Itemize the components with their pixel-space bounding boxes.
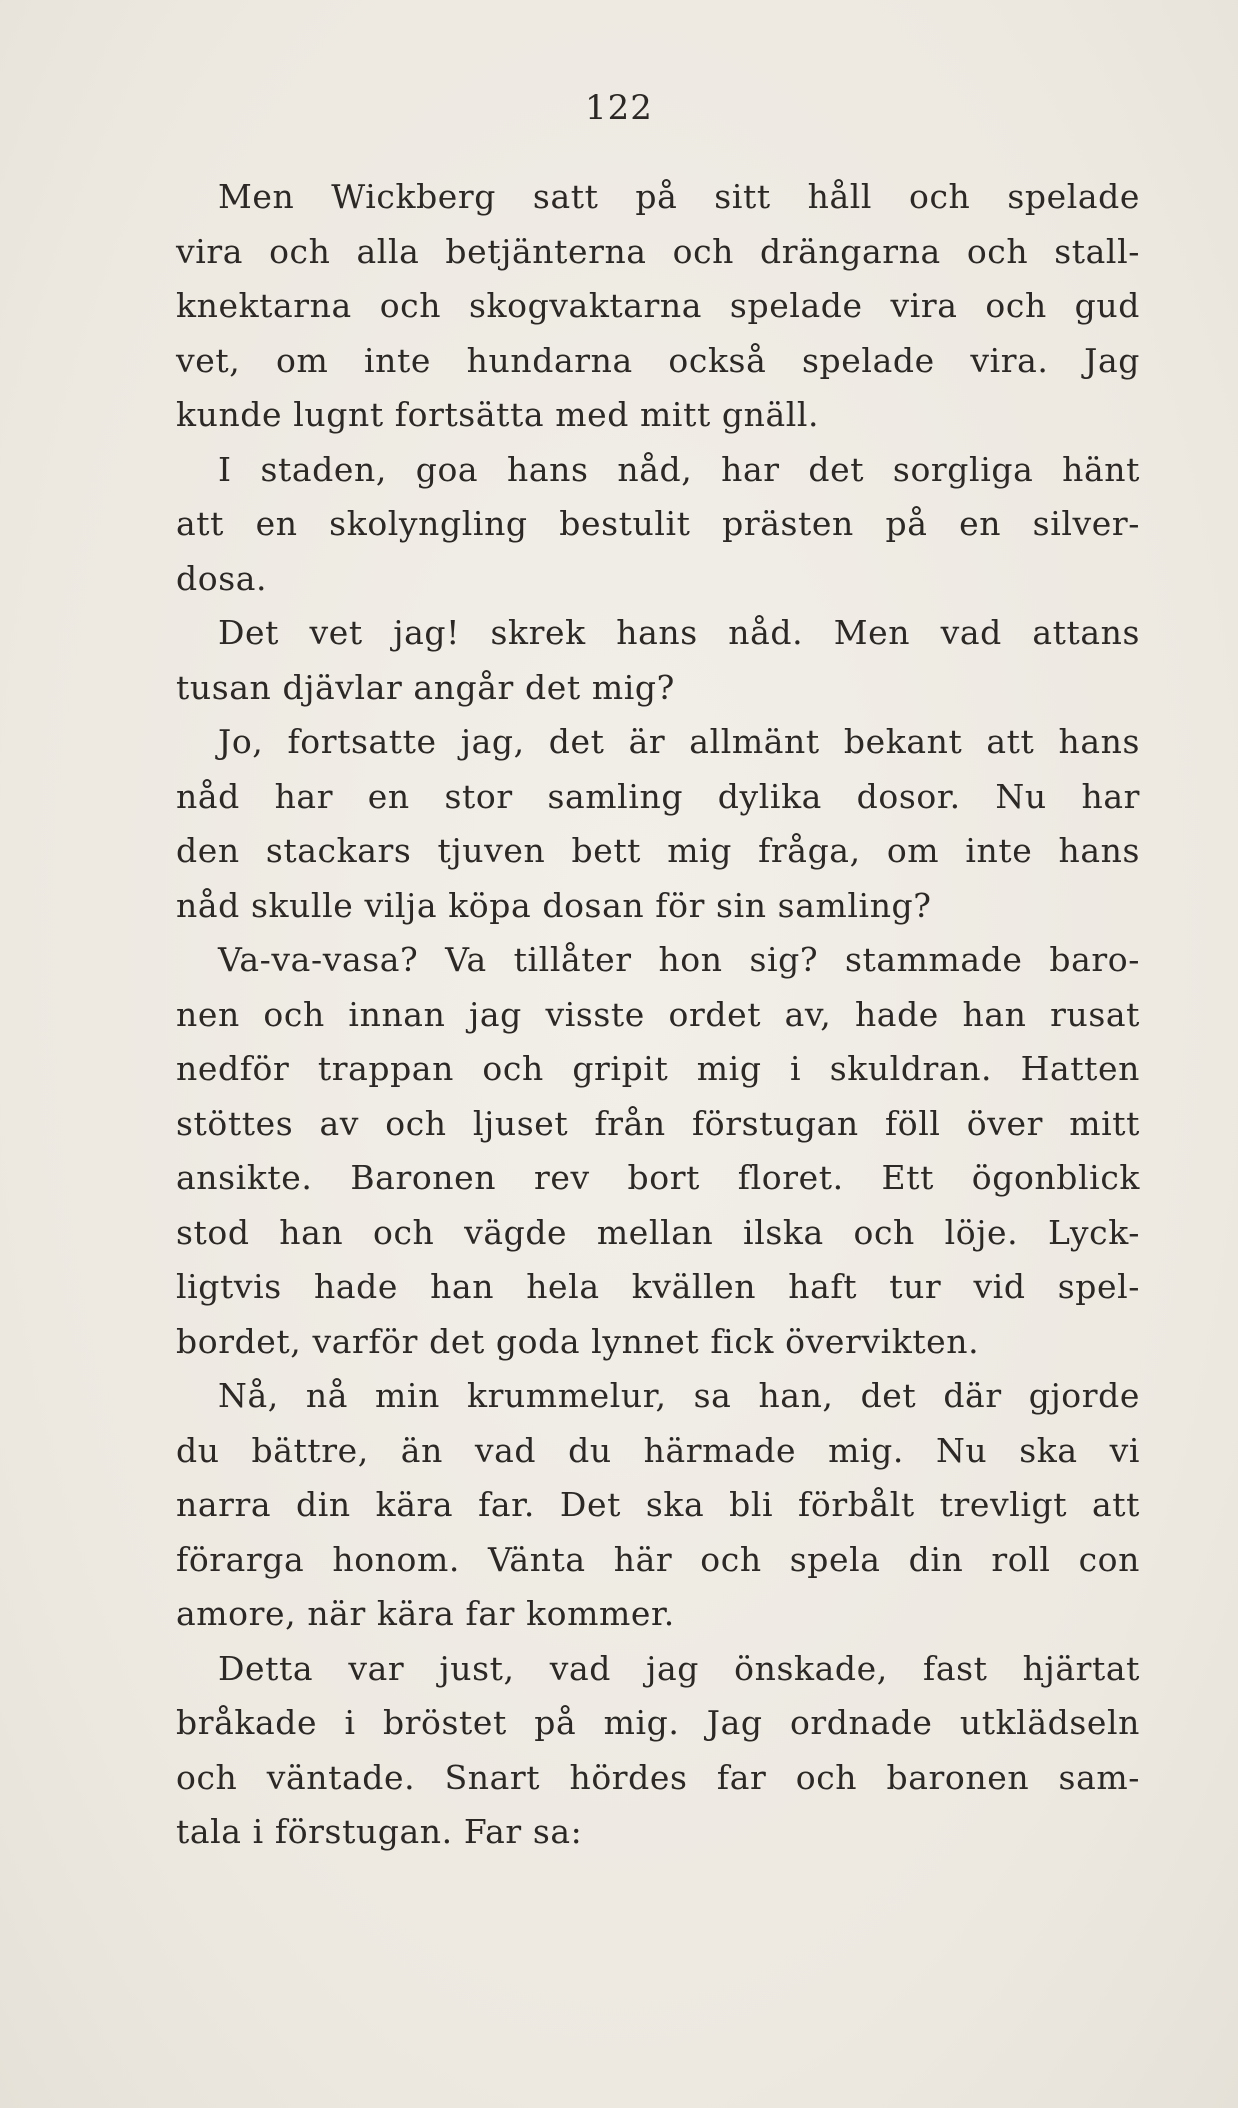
text-line: narra din kära far. Det ska bli förbålt trevligt att bbox=[176, 1485, 1140, 1524]
text-line: nåd har en stor samling dylika dosor. Nu har bbox=[176, 776, 1140, 816]
text-line: tala i förstugan. Far sa: bbox=[176, 1812, 583, 1851]
text-line: Jo, fortsatte jag, det är allmänt bekant att hans bbox=[218, 722, 1140, 761]
text-line: du bättre, än vad du härmade mig. Nu ska vi bbox=[176, 1430, 1140, 1470]
text-line: Detta var just, vad jag önskade, fast hjärtat bbox=[218, 1648, 1140, 1688]
text-line: ansikte. Baronen rev bort floret. Ett ögonblick bbox=[176, 1158, 1140, 1197]
text-line: vet, om inte hundarna också spelade vira. Jag bbox=[176, 340, 1140, 380]
text-line: den stackars tjuven bett mig fråga, om inte hans bbox=[176, 831, 1140, 870]
text-line: och väntade. Snart hördes far och baronen sam- bbox=[176, 1757, 1140, 1797]
text-line: att en skolyngling bestulit prästen på en silver- bbox=[176, 504, 1140, 543]
text-line: Nå, nå min krummelur, sa han, det där gjorde bbox=[218, 1376, 1140, 1415]
text-line: ligtvis hade han hela kvällen haft tur vid spel- bbox=[176, 1267, 1140, 1306]
text-line: Va-va-vasa? Va tillåter hon sig? stammade baro- bbox=[218, 940, 1140, 979]
text-line: bråkade i bröstet på mig. Jag ordnade utklädseln bbox=[176, 1703, 1140, 1742]
text-line: nen och innan jag visste ordet av, hade han rusat bbox=[176, 994, 1140, 1034]
text-line: förarga honom. Vänta här och spela din roll con bbox=[176, 1539, 1140, 1579]
text-line: vira och alla betjänterna och drängarna och stall- bbox=[176, 231, 1140, 271]
text-line: nåd skulle vilja köpa dosan för sin samling? bbox=[176, 885, 932, 925]
text-line: tusan djävlar angår det mig? bbox=[176, 667, 675, 707]
body-text bbox=[176, 170, 1140, 1860]
text-line: stöttes av och ljuset från förstugan föll över mitt bbox=[176, 1103, 1140, 1143]
text-line: bordet, varför det goda lynnet fick övervikten. bbox=[176, 1321, 980, 1361]
text-line: dosa. bbox=[176, 558, 268, 598]
text-line: knektarna och skogvaktarna spelade vira och gud bbox=[176, 286, 1140, 325]
text-line: stod han och vägde mellan ilska och löje. Lyck- bbox=[176, 1212, 1140, 1252]
text-line: nedför trappan och gripit mig i skuldran. Hatten bbox=[176, 1049, 1140, 1088]
text-line: amore, när kära far kommer. bbox=[176, 1594, 675, 1633]
text-line: Men Wickberg satt på sitt håll och spelade bbox=[218, 177, 1140, 216]
text-line: I staden, goa hans nåd, har det sorgliga hänt bbox=[218, 449, 1140, 489]
page-number: 122 bbox=[585, 88, 653, 128]
text-line: kunde lugnt fortsätta med mitt gnäll. bbox=[176, 395, 820, 434]
text-line: Det vet jag! skrek hans nåd. Men vad attans bbox=[218, 613, 1140, 652]
